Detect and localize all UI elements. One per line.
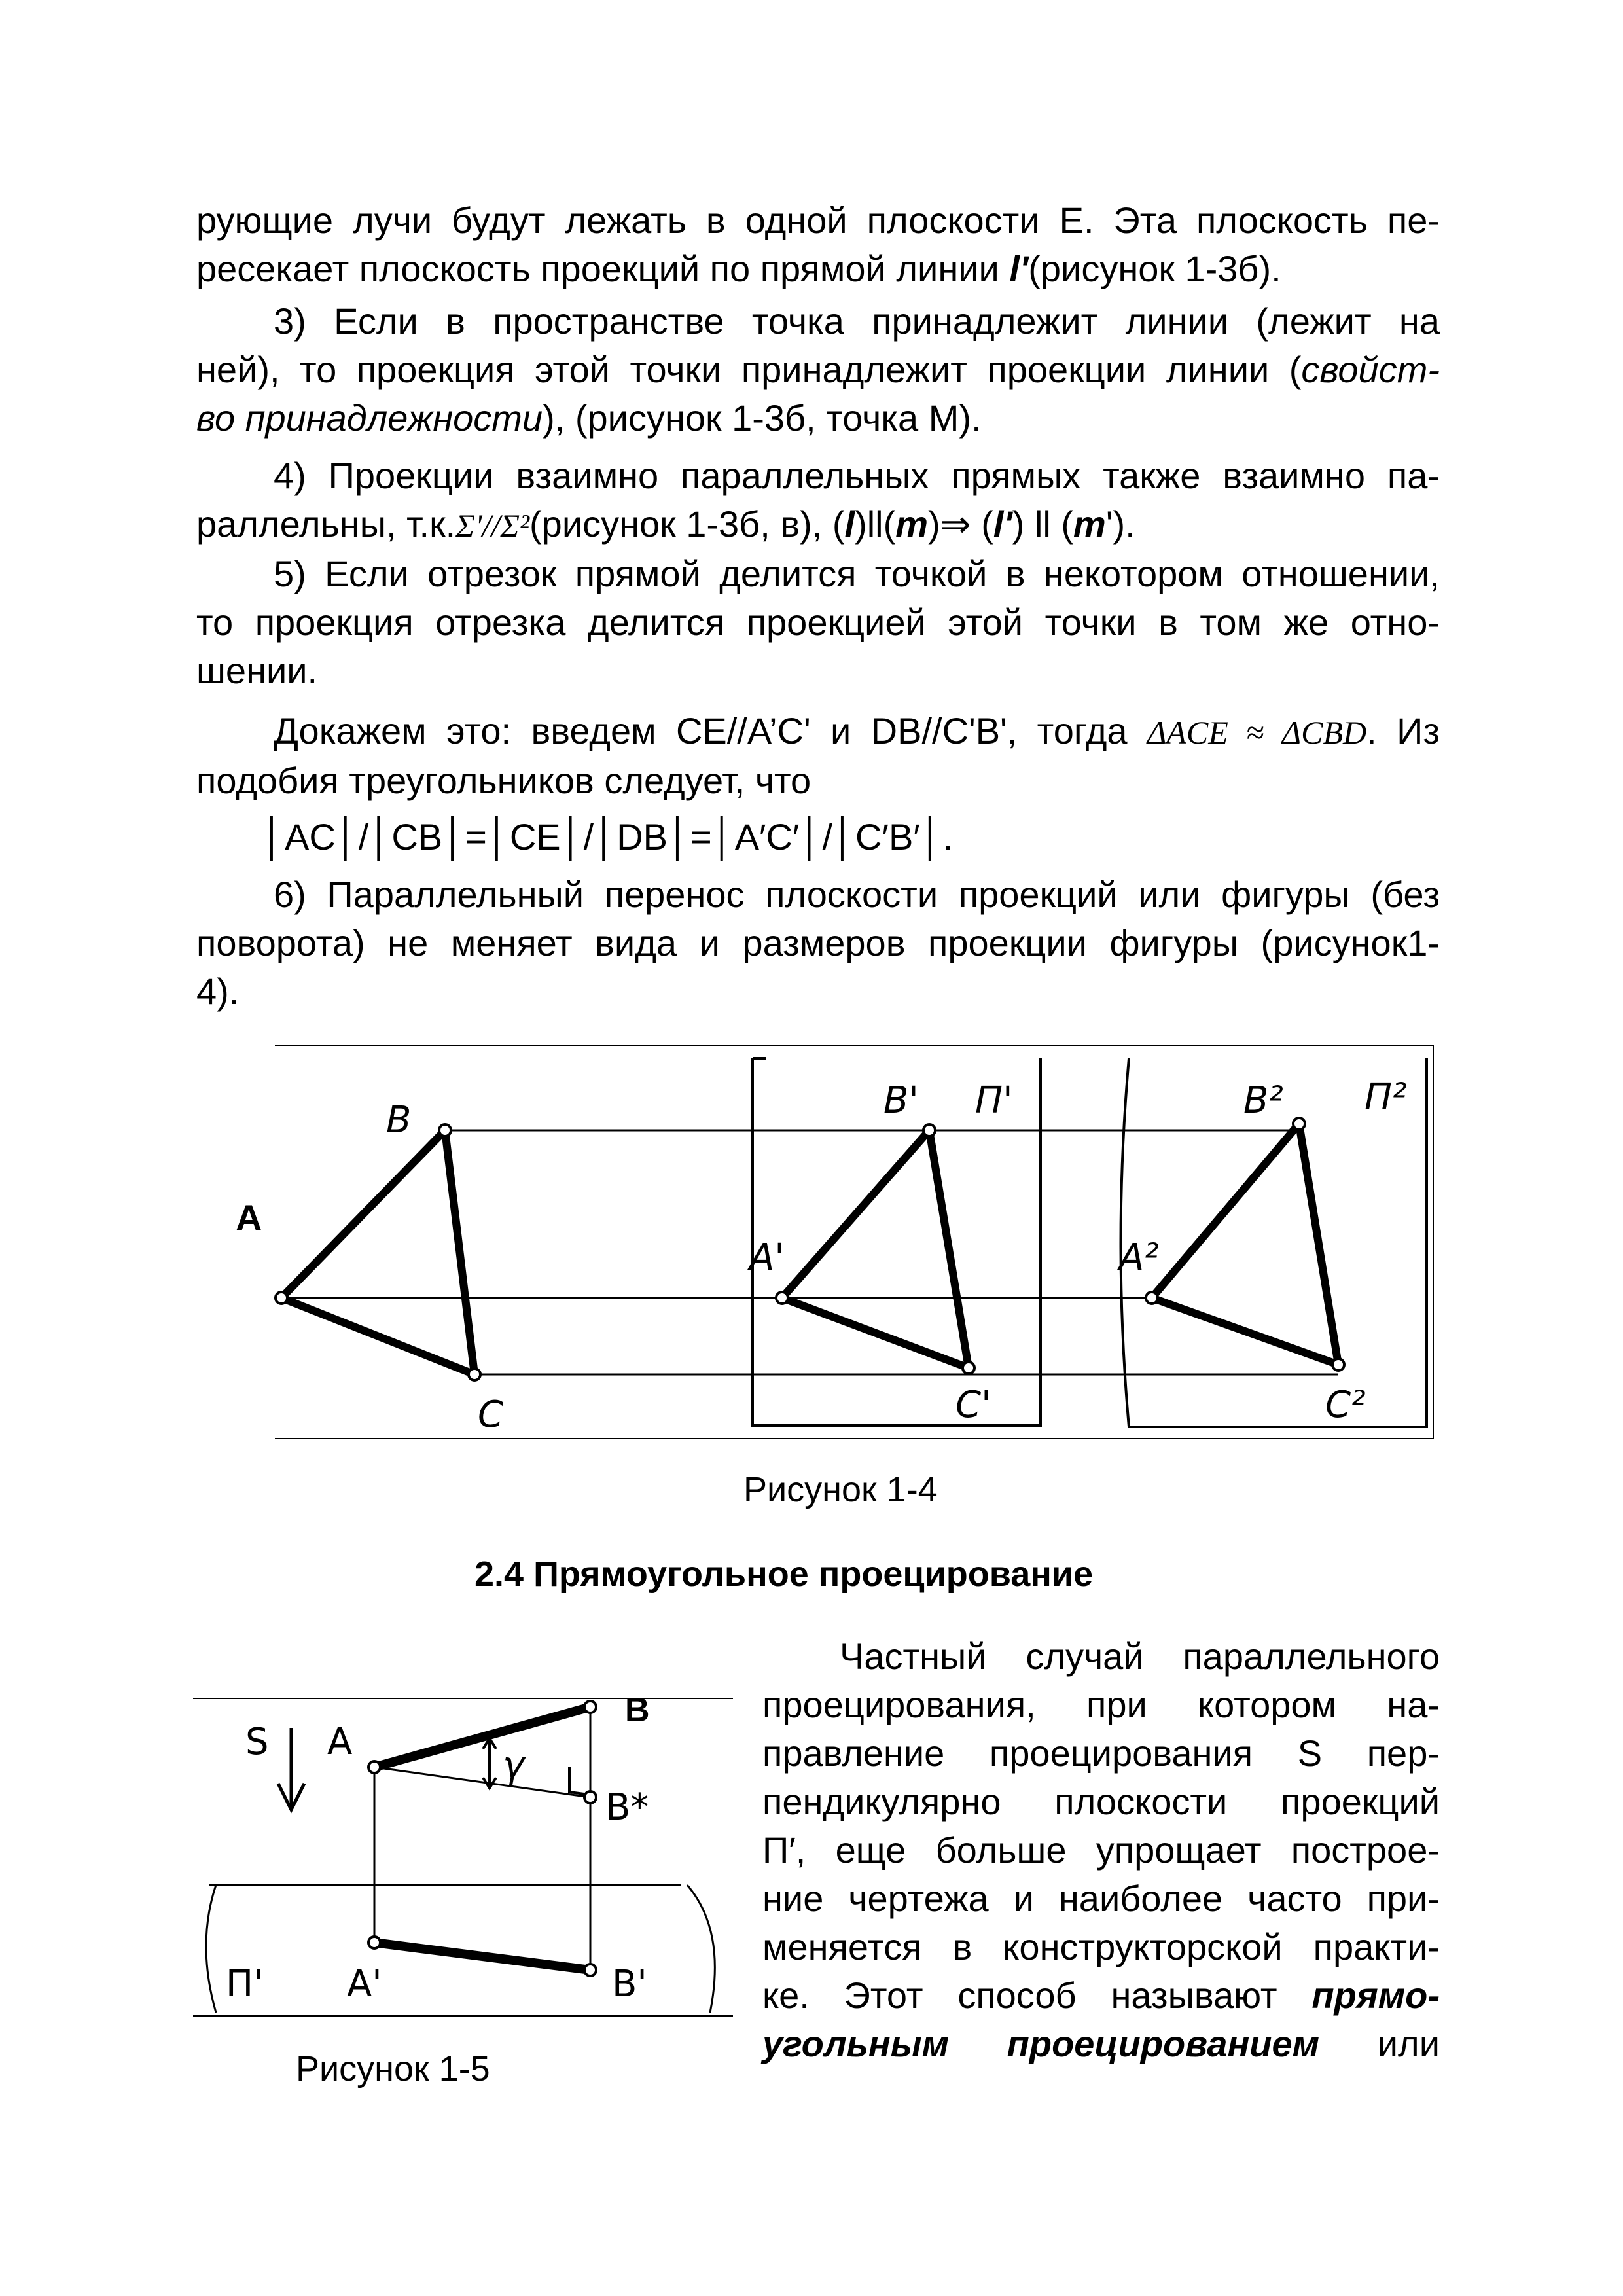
p2-line3: во принадлежности), (рисунок 1-3б, точка М). [196,397,982,439]
figure-1-5 [183,1676,746,2029]
p6-line1: 6) Параллельный перенос плоскости проекций или фигуры (без [274,874,1440,915]
section-heading: 2.4 Прямоугольное проецирование [474,1554,1094,1594]
side-line2: проецирования, при котором на- [762,1684,1440,1725]
label-B2: B² [1243,1079,1283,1122]
label-C1: C' [955,1384,991,1426]
p6-line2: поворота) не меняет вида и размеров проекции фигуры (рисунок1- [196,922,1440,963]
side-line1: Частный случай параллельного [840,1636,1440,1677]
label-B-star: B* [605,1786,649,1829]
side-line5: П′, еще больше упрощает построе- [762,1829,1440,1871]
label-gamma: γ [503,1744,525,1787]
p3-line1: 4) Проекции взаимно параллельных прямых также взаимно па- [274,455,1440,496]
side-line4: пендикулярно плоскости проекций [762,1781,1440,1822]
label-S: S [245,1721,269,1763]
main-text [196,196,1440,1016]
p4-line2: то проекция отрезка делится проекцией этой точки в том же отно- [196,601,1440,643]
label-C: C [478,1393,504,1436]
label-P1: П' [975,1079,1013,1122]
fig5-label-P1: П' [226,1963,264,2005]
side-line8: ке. Этот способ называют прямо- [762,1975,1440,2016]
side-line3: правление проецирования S пер- [762,1732,1440,1774]
side-line6: ние чертежа и наиболее часто при- [762,1878,1440,1919]
figure-1-4-caption: Рисунок 1-4 [743,1470,938,1509]
p1-line1: рующие лучи будут лежать в одной плоскости Е. Эта плоскость пе- [196,200,1440,241]
p5-formula: │AC│/│CB│=│CE│/│DB│=│A′C′│/│C′B′│. [262,816,954,857]
segment-A1B1 [374,1943,590,1970]
p2-line2: ней), то проекция этой точки принадлежит проекции линии (свойст- [196,349,1440,390]
p2-line1: 3) Если в пространстве точка принадлежит линии (лежит на [274,300,1440,342]
fig5-label-A1: A' [347,1963,382,2005]
label-A1: A' [749,1236,785,1279]
label-B: B [386,1099,412,1141]
triangle-A2B2C2 [1152,1124,1338,1365]
figure-1-5-caption: Рисунок 1-5 [296,2049,490,2089]
label-C2: C² [1325,1384,1366,1426]
figure-1-4 [0,1021,1623,1479]
p5-line1: Докажем это: введем CE//A’C' и DB//C'B', тогда ΔACE ≈ ΔCBD. Из [274,710,1440,751]
fig5-label-B: B [625,1691,650,1729]
p6-line3: 4). [196,971,240,1012]
p3-line2: раллельны, т.к.Σ'//Σ²(рисунок 1-3б, в), (l)ll(m)⇒ (l') ll (m'). [196,503,1135,545]
side-text [762,1632,1440,2068]
fig5-label-A: A [327,1721,353,1763]
p4-line3: шении. [196,650,318,691]
triangle-ABC [281,1130,474,1374]
label-P2: П² [1364,1076,1407,1119]
fig5-label-B1: B' [612,1963,647,2005]
side-line7: меняется в конструкторской практи- [762,1926,1440,1967]
label-A: A [236,1197,262,1238]
p4-line1: 5) Если отрезок прямой делится точкой в некотором отношении, [274,553,1440,594]
p5-line2: подобия треугольников следует, что [196,760,812,801]
segment-AB-star [374,1767,590,1797]
label-A2: A² [1119,1236,1159,1279]
segment-AB [374,1707,590,1767]
p1-line2: ресекает плоскость проекций по прямой линии l'(рисунок 1-3б). [196,248,1281,289]
side-line9: угольным проецированием или [762,2023,1440,2064]
label-B1: B' [883,1079,919,1122]
triangle-A1B1C1 [782,1130,969,1368]
